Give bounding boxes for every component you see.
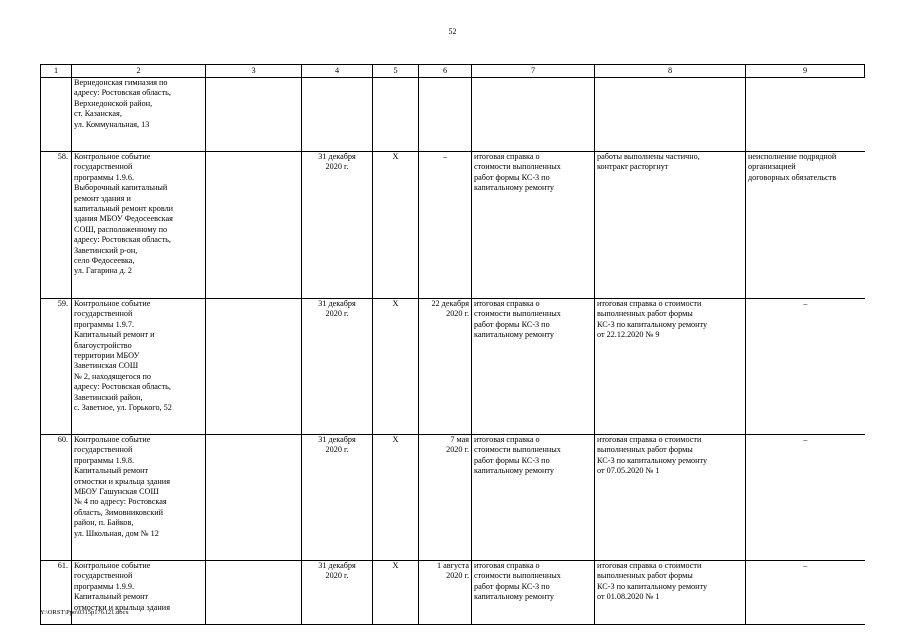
cell-col9 (746, 78, 865, 152)
text-line: отмостки и крыльца здания (74, 602, 170, 612)
cell-col8 (595, 435, 746, 561)
cell-col9 (746, 152, 865, 299)
text-line: здания МБОУ Федосеевская (74, 214, 173, 224)
cell-col7 (472, 299, 595, 435)
column-header: 5 (373, 65, 419, 78)
text-line: 2020 г. (325, 162, 349, 172)
cell-name (72, 435, 206, 561)
cell-col9 (746, 435, 865, 561)
text-line: 1 августа (436, 561, 469, 570)
text-line: работ формы КС-3 по (474, 455, 550, 465)
text-line: с. Заветное, ул. Горького, 52 (74, 403, 172, 413)
text-line: адресу: Ростовская область, (74, 382, 171, 392)
cell-num: 60. (41, 435, 72, 561)
text-line: итоговая справка о стоимости (597, 435, 702, 444)
text-line: ул. Коммунальная, 13 (74, 119, 150, 129)
cell-col3 (206, 561, 302, 625)
column-header: 2 (72, 65, 206, 78)
text-line: итоговая справка о (474, 152, 540, 161)
cell-col5: Х (373, 299, 419, 435)
text-line: ул. Гагарина д. 2 (74, 266, 132, 276)
cell-fact-date (419, 561, 472, 625)
text-line: программы 1.9.8. (74, 455, 134, 465)
text-line: 2020 г. (325, 571, 349, 581)
text-line: КС-3 по капитальному ремонту (597, 581, 708, 591)
text-line: контракт расторгнут (597, 162, 669, 172)
column-header: 4 (302, 65, 373, 78)
text-line: выполненных работ формы (597, 309, 693, 319)
cell-fact-date (419, 299, 472, 435)
text-line: программы 1.9.6. (74, 172, 134, 182)
text-line: село Федосеевка, (74, 256, 135, 266)
cell-col5: Х (373, 561, 419, 625)
cell-col7 (472, 561, 595, 625)
text-line: стоимости выполненных (474, 162, 561, 172)
cell-num (41, 78, 72, 152)
text-line: № 2, находящегося по (74, 371, 151, 381)
text-line: СОШ, расположенному по (74, 224, 168, 234)
cell-col8 (595, 78, 746, 152)
cell-col3 (206, 78, 302, 152)
text-line: от 07.05.2020 № 1 (597, 466, 660, 476)
text-line: Контрольное событие (74, 435, 151, 444)
text-line: 7 мая (450, 435, 469, 444)
text-line: организацией (748, 162, 796, 172)
text-line: капитальному ремонту (474, 183, 554, 193)
cell-col5: Х (373, 435, 419, 561)
text-line: работ формы КС-3 по (474, 319, 550, 329)
text-line: ст. Казанская, (74, 109, 122, 119)
text-line: итоговая справка о стоимости (597, 561, 702, 570)
text-line: капитальному ремонту (474, 330, 554, 340)
cell-fact-date (419, 435, 472, 561)
text-line: Выборочный капитальный (74, 183, 168, 193)
text-line: выполненных работ формы (597, 571, 693, 581)
cell-name (72, 299, 206, 435)
text-line: МБОУ Гашунская СОШ (74, 487, 159, 497)
text-line: Контрольное событие (74, 561, 151, 570)
text-line: государственной (74, 162, 133, 172)
text-line: Верхнедонской район, (74, 98, 153, 108)
text-line: государственной (74, 571, 133, 581)
table-row (41, 299, 865, 435)
text-line: 2020 г. (325, 309, 349, 319)
report-table (40, 64, 865, 625)
text-line: договорных обязательств (748, 172, 837, 182)
text-line: от 22.12.2020 № 9 (597, 330, 660, 340)
text-line: КС-3 по капитальному ремонту (597, 455, 708, 465)
cell-num: 58. (41, 152, 72, 299)
text-line: стоимости выполненных (474, 309, 561, 319)
text-line: неисполнение подрядной (748, 152, 837, 161)
text-line: Вернедонская гимназия по (74, 78, 168, 87)
text-line: ул. Школьная, дом № 12 (74, 528, 159, 538)
table-row (41, 435, 865, 561)
text-line: район, п. Байков, (74, 518, 134, 528)
text-line: итоговая справка о (474, 299, 540, 308)
table-row (41, 152, 865, 299)
text-line: адресу: Ростовская область, (74, 88, 171, 98)
cell-col9 (746, 299, 865, 435)
cell-col3 (206, 152, 302, 299)
text-line: капитальному ремонту (474, 592, 554, 602)
text-line: – (803, 435, 808, 444)
cell-col7 (472, 78, 595, 152)
text-line: 31 декабря (318, 152, 356, 161)
text-line: государственной (74, 309, 133, 319)
text-line: государственной (74, 445, 133, 455)
text-line: выполненных работ формы (597, 445, 693, 455)
text-line: Контрольное событие (74, 152, 151, 161)
table-row (41, 561, 865, 625)
text-line: Капитальный ремонт (74, 466, 149, 476)
column-number-row (41, 65, 865, 78)
text-line: Капитальный ремонт и (74, 330, 155, 340)
cell-col8 (595, 561, 746, 625)
text-line: 31 декабря (318, 435, 356, 444)
column-header: 1 (41, 65, 72, 78)
column-header: 8 (595, 65, 746, 78)
text-line: Заветинский р-он, (74, 245, 138, 255)
text-line: 31 декабря (318, 561, 356, 570)
text-line: 2020 г. (446, 309, 469, 319)
text-line: от 01.08.2020 № 1 (597, 592, 660, 602)
cell-col5 (373, 78, 419, 152)
text-line: Заветинский район, (74, 392, 143, 402)
text-line: работ формы КС-3 по (474, 581, 550, 591)
page-number: 52 (448, 27, 457, 36)
text-line: 31 декабря (318, 299, 356, 308)
text-line: итоговая справка о стоимости (597, 299, 702, 308)
text-line: итоговая справка о (474, 435, 540, 444)
text-line: работ формы КС-3 по (474, 172, 550, 182)
text-line: программы 1.9.9. (74, 581, 134, 591)
cell-col7 (472, 435, 595, 561)
text-line: 2020 г. (446, 571, 469, 581)
text-line: 22 декабря (431, 299, 469, 308)
cell-col5: Х (373, 152, 419, 299)
column-header: 9 (746, 65, 865, 78)
cell-col8 (595, 152, 746, 299)
footer-file-path: Y:\ORST\Ppo\0315p176.f21.docx (40, 609, 129, 616)
cell-name (72, 78, 206, 152)
cell-plan-date (302, 299, 373, 435)
text-line: ремонт здания и (74, 193, 131, 203)
cell-col9 (746, 561, 865, 625)
text-line: капитальный ремонт кровли (74, 204, 174, 214)
text-line: программы 1.9.7. (74, 319, 134, 329)
text-line: адресу: Ростовская область, (74, 235, 171, 245)
text-line: – (442, 152, 448, 161)
cell-fact-date (419, 152, 472, 299)
column-header: 3 (206, 65, 302, 78)
cell-num: 61. (41, 561, 72, 625)
cell-name (72, 152, 206, 299)
text-line: работы выполнены частично, (597, 152, 700, 161)
cell-col3 (206, 435, 302, 561)
column-header: 6 (419, 65, 472, 78)
continuation-row (41, 78, 865, 152)
text-line: капитальному ремонту (474, 466, 554, 476)
text-line: Контрольное событие (74, 299, 151, 308)
text-line: итоговая справка о (474, 561, 540, 570)
text-line: 2020 г. (446, 445, 469, 455)
text-line: – (803, 561, 808, 570)
text-line: – (803, 299, 808, 308)
text-line: стоимости выполненных (474, 445, 561, 455)
text-line: 2020 г. (325, 445, 349, 455)
text-line: № 4 по адресу: Ростовская (74, 497, 167, 507)
cell-num: 59. (41, 299, 72, 435)
cell-plan-date (302, 78, 373, 152)
cell-plan-date (302, 435, 373, 561)
text-line: Заветинская СОШ (74, 361, 139, 371)
cell-plan-date (302, 152, 373, 299)
cell-plan-date (302, 561, 373, 625)
cell-fact-date (419, 78, 472, 152)
text-line: КС-3 по капитальному ремонту (597, 319, 708, 329)
text-line: территории МБОУ (74, 351, 140, 361)
cell-col7 (472, 152, 595, 299)
cell-col8 (595, 299, 746, 435)
text-line: благоустройство (74, 340, 132, 350)
text-line: Капитальный ремонт (74, 592, 149, 602)
text-line: отмостки и крыльца здания (74, 476, 170, 486)
text-line: область, Зимовниковский (74, 507, 164, 517)
cell-col3 (206, 299, 302, 435)
column-header: 7 (472, 65, 595, 78)
text-line: стоимости выполненных (474, 571, 561, 581)
